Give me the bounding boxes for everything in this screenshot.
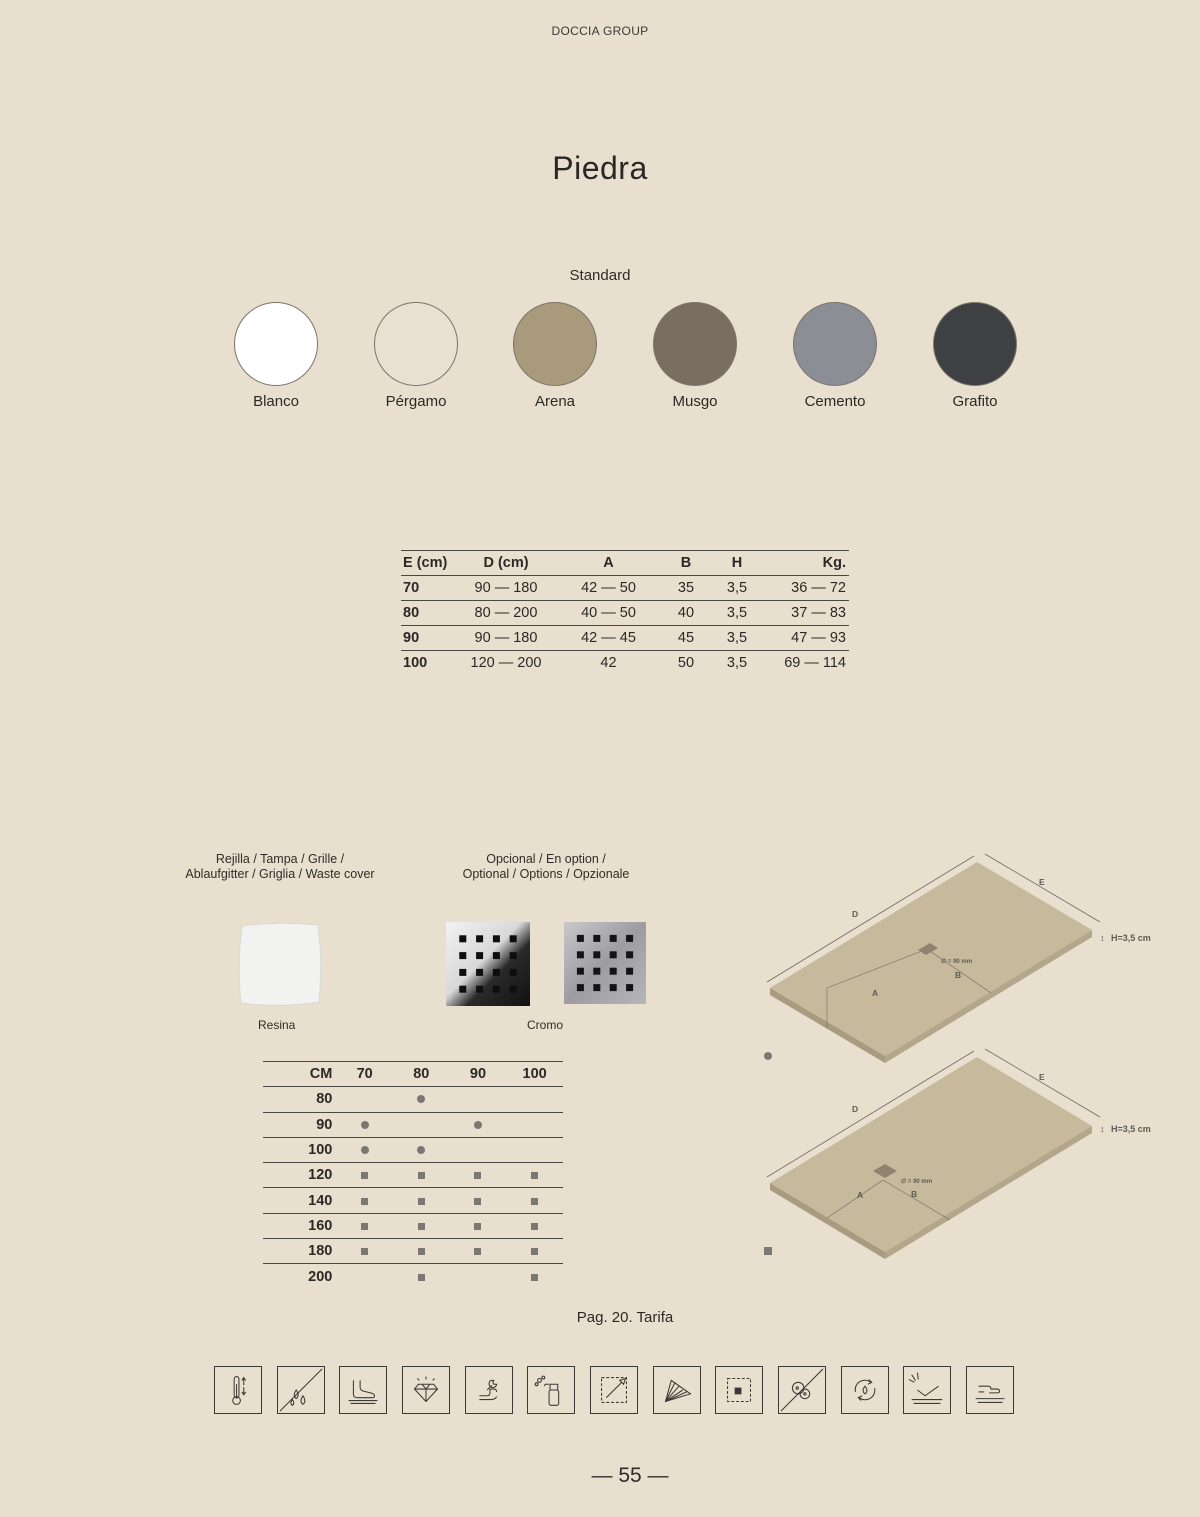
- grille-hole: [577, 968, 584, 975]
- availability-square-marker: [361, 1198, 368, 1205]
- availability-cell: [336, 1264, 393, 1289]
- color-swatch-blanco: [234, 302, 318, 386]
- availability-cell: [450, 1213, 507, 1238]
- slip-resistant-icon: [903, 1366, 951, 1414]
- availability-dot-marker: [361, 1146, 369, 1154]
- availability-square-marker: [474, 1223, 481, 1230]
- grille-hole: [510, 986, 517, 993]
- availability-cell: [393, 1087, 450, 1112]
- page-number: — 55 —: [591, 1464, 669, 1487]
- diagram-marker-dot: [764, 1052, 772, 1060]
- availability-cell: [393, 1163, 450, 1188]
- dimensions-cell: 37 — 83: [768, 601, 849, 626]
- color-swatch-label: Cemento: [804, 393, 866, 410]
- availability-row: [263, 1213, 563, 1238]
- grille-hole: [577, 935, 584, 942]
- dimensions-cell: 90 — 180: [461, 626, 551, 651]
- availability-col-90: 90: [450, 1062, 507, 1087]
- dimensions-table: [401, 550, 849, 676]
- header-h: H: [706, 551, 768, 576]
- chrome-grille-polished-image: [446, 922, 530, 1006]
- availability-cell: [450, 1264, 507, 1289]
- availability-cell: [506, 1137, 563, 1162]
- grille-hole: [610, 968, 617, 975]
- page-title: Piedra: [552, 150, 648, 186]
- grille-hole: [593, 951, 600, 958]
- header-kg: Kg.: [768, 551, 849, 576]
- availability-cell: [506, 1239, 563, 1264]
- availability-cell: [393, 1188, 450, 1213]
- grille-hole: [626, 984, 633, 991]
- color-swatch-cemento: [793, 302, 877, 386]
- availability-cell: [393, 1137, 450, 1162]
- dimensions-cell: 50: [677, 655, 695, 672]
- availability-col-80: 80: [393, 1062, 450, 1087]
- grille-hole: [493, 986, 500, 993]
- dimensions-cell: 42: [600, 655, 617, 672]
- color-swatch-musgo: [653, 302, 737, 386]
- diagram-label-a-bottom: A: [857, 1190, 864, 1200]
- availability-cell: [393, 1213, 450, 1238]
- drain-position-icon: [715, 1366, 763, 1414]
- availability-square-marker: [361, 1248, 368, 1255]
- availability-dot-marker: [417, 1146, 425, 1154]
- availability-cell: [393, 1239, 450, 1264]
- color-swatch-label: Grafito: [952, 393, 998, 410]
- availability-cell: [450, 1239, 507, 1264]
- availability-square-marker: [531, 1198, 538, 1205]
- availability-square-marker: [531, 1172, 538, 1179]
- availability-cell: [506, 1264, 563, 1289]
- dimensions-cell: 3,5: [706, 626, 768, 651]
- dimensions-header-row: [401, 551, 849, 576]
- diagram-label-b-bottom: B: [911, 1189, 918, 1199]
- availability-row: [263, 1239, 563, 1264]
- grille-hole: [577, 984, 584, 991]
- dimensions-cell: 90 — 180: [461, 576, 551, 601]
- availability-square-marker: [531, 1223, 538, 1230]
- availability-square-marker: [418, 1274, 425, 1281]
- grille-hole: [593, 968, 600, 975]
- availability-cell: [393, 1264, 450, 1289]
- grille-hole: [610, 951, 617, 958]
- grille-caption-line1: Rejilla / Tampa / Grille /: [215, 852, 345, 866]
- color-swatch-label: Blanco: [253, 393, 299, 410]
- grille-hole: [510, 969, 517, 976]
- diagram-height-label-bottom: H=3,5 cm: [1111, 1124, 1151, 1134]
- availability-size: 160: [263, 1213, 336, 1238]
- dimensions-cell: 42 — 50: [551, 576, 666, 601]
- availability-square-marker: [361, 1223, 368, 1230]
- thermometer-icon: [214, 1366, 262, 1414]
- availability-cell: [336, 1163, 393, 1188]
- dimensions-cell: 90: [401, 626, 461, 651]
- availability-cell: [506, 1188, 563, 1213]
- availability-cell: [506, 1213, 563, 1238]
- resin-label: Resina: [258, 1018, 296, 1032]
- color-swatch-arena: [513, 302, 597, 386]
- diagram-label-e-top: E: [1039, 877, 1045, 887]
- availability-square-marker: [418, 1172, 425, 1179]
- grille-hole: [476, 952, 483, 959]
- bacteria-crossed-icon: [778, 1366, 826, 1414]
- grille-hole: [459, 935, 466, 942]
- dimensions-cell: 35: [666, 576, 706, 601]
- grille-hole: [476, 986, 483, 993]
- diagram-marker-square: [764, 1247, 772, 1255]
- availability-cell: [336, 1213, 393, 1238]
- grille-hole: [626, 935, 633, 942]
- availability-row: [263, 1087, 563, 1112]
- availability-size: 200: [308, 1268, 333, 1285]
- grille-hole: [610, 935, 617, 942]
- availability-cell: [336, 1112, 393, 1137]
- cut-to-size-icon: [590, 1366, 638, 1414]
- availability-cell: [450, 1163, 507, 1188]
- availability-square-marker: [531, 1248, 538, 1255]
- dimensions-cell: 40: [666, 601, 706, 626]
- dimensions-row: [401, 576, 849, 601]
- grille-hole: [510, 952, 517, 959]
- color-swatch-label: Arena: [534, 393, 576, 410]
- availability-cell: [506, 1112, 563, 1137]
- tray-bottom: [767, 1049, 1151, 1259]
- grille-hole: [459, 986, 466, 993]
- dimensions-cell: 100: [403, 655, 428, 672]
- dimensions-cell: 40 — 50: [551, 601, 666, 626]
- grille-hole: [626, 968, 633, 975]
- optional-caption-line2: Optional / Options / Opzionale: [462, 867, 630, 881]
- availability-row: [263, 1188, 563, 1213]
- foot-icon: [339, 1366, 387, 1414]
- grille-hole: [459, 952, 466, 959]
- color-swatch-label: Musgo: [672, 393, 718, 410]
- optional-caption: [436, 852, 656, 882]
- availability-square-marker: [474, 1248, 481, 1255]
- diagram-label-e-bottom: E: [1039, 1072, 1045, 1082]
- dimensions-cell: 3,5: [706, 601, 768, 626]
- dimensions-cell: 3,5: [726, 655, 748, 672]
- dimensions-cell: 120 — 200: [470, 655, 542, 672]
- dimensions-cell: 36 — 72: [768, 576, 849, 601]
- color-chart-icon: [653, 1366, 701, 1414]
- availability-cell: [336, 1087, 393, 1112]
- availability-cell: [393, 1112, 450, 1137]
- availability-dot-marker: [417, 1095, 425, 1103]
- grille-caption-line2: Ablaufgitter / Griglia / Waste cover: [185, 867, 375, 881]
- finish-label: Standard: [569, 267, 631, 284]
- availability-square-marker: [418, 1223, 425, 1230]
- availability-square-marker: [474, 1172, 481, 1179]
- diamond-icon: [402, 1366, 450, 1414]
- hand-wrench-icon: [465, 1366, 513, 1414]
- grille-hole: [493, 935, 500, 942]
- spray-bottle-icon: [527, 1366, 575, 1414]
- availability-dot-marker: [474, 1121, 482, 1129]
- dimensions-cell: 70: [401, 576, 461, 601]
- grille-hole: [476, 935, 483, 942]
- availability-cell: [336, 1188, 393, 1213]
- dimensions-cell: 45: [666, 626, 706, 651]
- tray-top: [767, 854, 1151, 1063]
- page-reference: Pag. 20. Tarifa: [576, 1309, 674, 1326]
- hand-touch-icon: [966, 1366, 1014, 1414]
- tray-diagram: [755, 850, 1175, 1270]
- diagram-height-bottom: ↕: [1100, 1124, 1105, 1134]
- dimensions-row: [401, 601, 849, 626]
- color-swatch-pérgamo: [374, 302, 458, 386]
- optional-caption-line1: Opcional / En option /: [486, 852, 606, 866]
- grille-hole: [593, 984, 600, 991]
- grille-hole: [626, 951, 633, 958]
- availability-size: 80: [263, 1087, 336, 1112]
- diagram-label-b-top: B: [955, 970, 962, 980]
- grille-hole: [610, 984, 617, 991]
- header-a: A: [551, 551, 666, 576]
- chrome-label: Cromo: [527, 1018, 564, 1032]
- availability-size: 180: [263, 1239, 336, 1264]
- brand-header: DOCCIA GROUP: [551, 24, 649, 38]
- grille-hole: [493, 952, 500, 959]
- dimensions-cell: 3,5: [706, 576, 768, 601]
- availability-cell: [450, 1137, 507, 1162]
- availability-col-100: 100: [506, 1062, 563, 1087]
- availability-square-marker: [418, 1248, 425, 1255]
- grille-hole: [510, 935, 517, 942]
- availability-cell: [336, 1239, 393, 1264]
- water-drops-crossed-icon: [277, 1366, 325, 1414]
- dimensions-cell: 80 — 200: [461, 601, 551, 626]
- diagram-label-a-top: A: [872, 988, 879, 998]
- availability-square-marker: [361, 1172, 368, 1179]
- color-swatch-label: Pérgamo: [385, 393, 447, 410]
- availability-cell: [450, 1188, 507, 1213]
- grille-hole: [593, 935, 600, 942]
- availability-square-marker: [531, 1274, 538, 1281]
- grille-hole: [577, 951, 584, 958]
- availability-row: [263, 1264, 563, 1289]
- availability-table: [263, 1061, 563, 1289]
- resin-grille-image: [236, 920, 324, 1008]
- availability-size: 100: [263, 1137, 336, 1162]
- availability-row: [263, 1137, 563, 1162]
- availability-cell: [506, 1163, 563, 1188]
- availability-dot-marker: [361, 1121, 369, 1129]
- diagram-height-top: ↕: [1100, 933, 1105, 943]
- availability-cell: [336, 1137, 393, 1162]
- grille-hole: [493, 969, 500, 976]
- availability-size: 140: [263, 1188, 336, 1213]
- availability-cell: [450, 1087, 507, 1112]
- availability-size: 120: [263, 1163, 336, 1188]
- availability-row: [263, 1163, 563, 1188]
- availability-square-marker: [474, 1198, 481, 1205]
- chrome-grille-satin-image: [564, 922, 646, 1004]
- recycle-drop-icon: [841, 1366, 889, 1414]
- availability-size: 90: [263, 1112, 336, 1137]
- diagram-label-d-bottom: D: [852, 1104, 859, 1114]
- diagram-height-label-top: H=3,5 cm: [1111, 933, 1151, 943]
- diagram-drain-top: ∅ = 90 mm: [941, 959, 973, 965]
- header-e: E (cm): [401, 551, 461, 576]
- grille-hole: [476, 969, 483, 976]
- availability-col-70: 70: [336, 1062, 393, 1087]
- dimensions-cell: 42 — 45: [551, 626, 666, 651]
- dimensions-row: [401, 651, 849, 676]
- availability-cell: [506, 1087, 563, 1112]
- availability-corner: CM: [263, 1062, 336, 1087]
- diagram-label-d-top: D: [852, 909, 859, 919]
- dimensions-cell: 69 — 114: [784, 655, 846, 672]
- dimensions-cell: 80: [401, 601, 461, 626]
- grille-hole: [459, 969, 466, 976]
- availability-header-row: [263, 1062, 563, 1087]
- color-swatch-grafito: [933, 302, 1017, 386]
- dimensions-cell: 47 — 93: [768, 626, 849, 651]
- header-b: B: [666, 551, 706, 576]
- availability-row: [263, 1112, 563, 1137]
- availability-square-marker: [418, 1198, 425, 1205]
- availability-cell: [450, 1112, 507, 1137]
- dimensions-row: [401, 626, 849, 651]
- header-d: D (cm): [461, 551, 551, 576]
- grille-caption: [170, 852, 390, 882]
- diagram-drain-bottom: ∅ = 90 mm: [901, 1179, 933, 1185]
